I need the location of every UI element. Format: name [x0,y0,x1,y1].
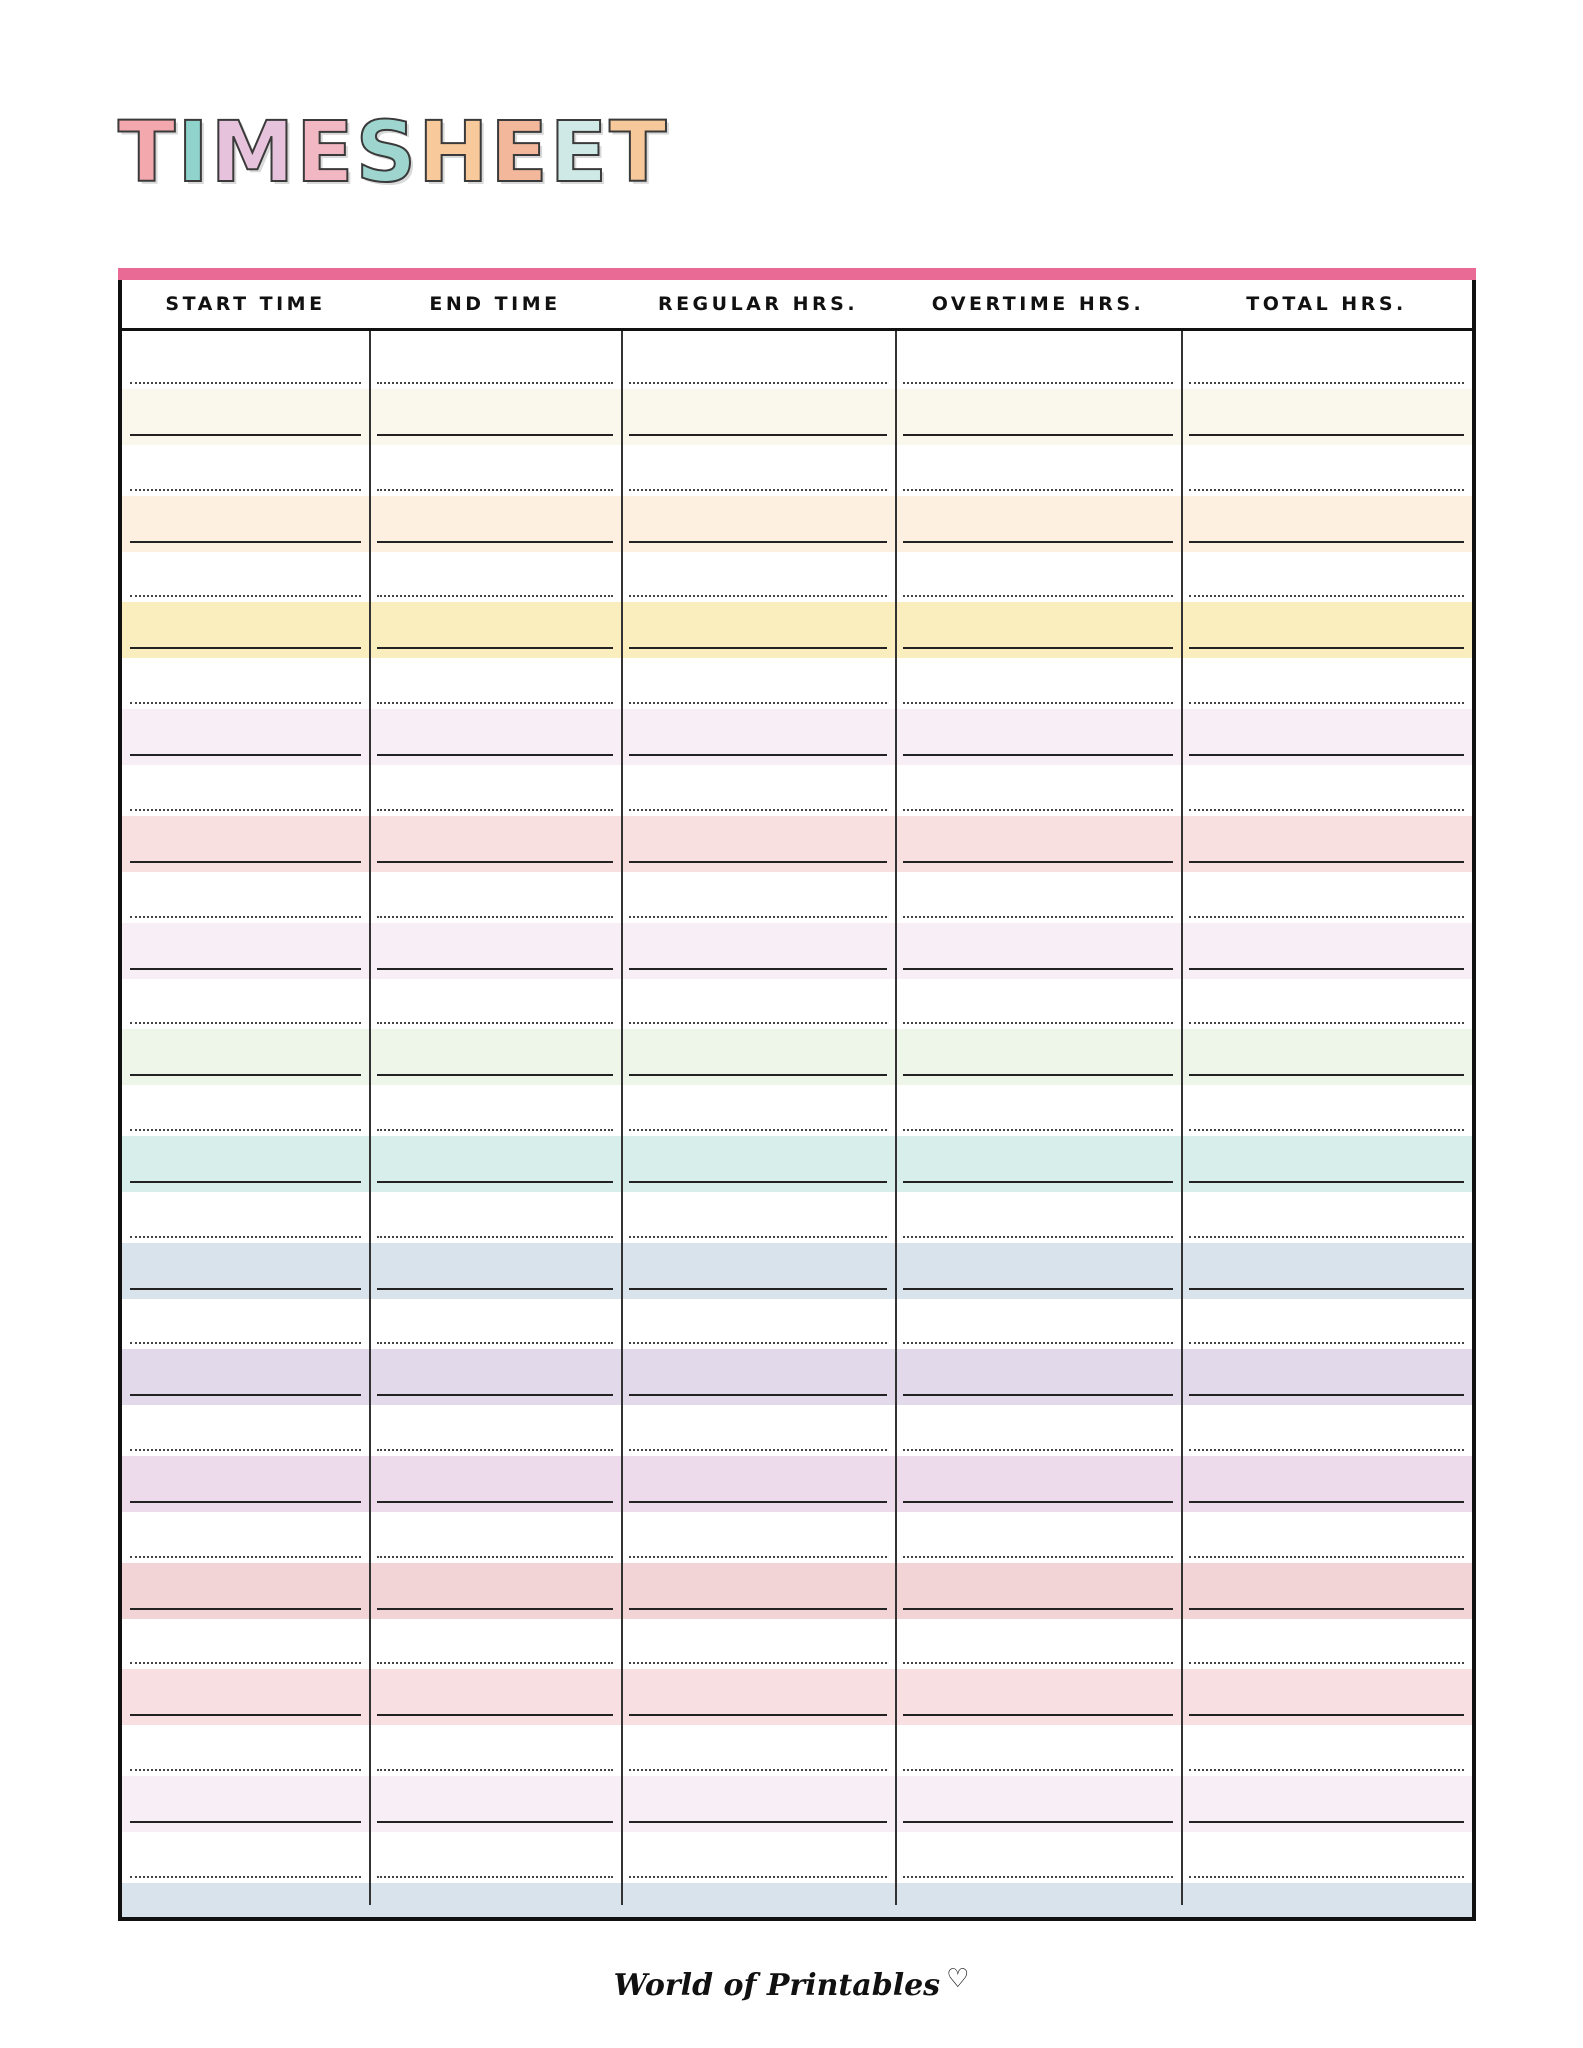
column-header-regular-hrs: REGULAR HRS. [657,293,859,315]
solid-entry-line[interactable] [377,861,613,863]
solid-entry-line[interactable] [903,754,1173,756]
dotted-entry-line[interactable] [130,1769,361,1771]
solid-entry-line[interactable] [130,1181,361,1183]
solid-entry-line[interactable] [903,1501,1173,1503]
dotted-entry-line[interactable] [903,916,1173,918]
dotted-entry-line[interactable] [903,1556,1173,1558]
solid-entry-line[interactable] [130,754,361,756]
dotted-entry-line[interactable] [377,1876,613,1878]
title-letter: E [296,103,356,201]
accent-bar [118,268,1476,280]
dotted-entry-line[interactable] [903,1129,1173,1131]
solid-entry-line[interactable] [377,1181,613,1183]
dotted-entry-line[interactable] [629,809,887,811]
dotted-entry-line[interactable] [130,595,361,597]
dotted-entry-line[interactable] [130,1342,361,1344]
dotted-entry-line[interactable] [130,489,361,491]
solid-entry-line[interactable] [130,861,361,863]
column-divider [1181,331,1183,1905]
solid-entry-line[interactable] [629,861,887,863]
solid-entry-line[interactable] [903,1821,1173,1823]
dotted-entry-line[interactable] [377,1129,613,1131]
solid-entry-line[interactable] [377,1821,613,1823]
dotted-entry-line[interactable] [629,1022,887,1024]
dotted-entry-line[interactable] [903,1236,1173,1238]
dotted-entry-line[interactable] [377,1236,613,1238]
row-band [122,1563,1472,1619]
dotted-entry-line[interactable] [377,1449,613,1451]
solid-entry-line[interactable] [903,1288,1173,1290]
column-divider [895,331,897,1905]
dotted-entry-line[interactable] [130,916,361,918]
dotted-entry-line[interactable] [1189,702,1464,704]
solid-entry-line[interactable] [629,1181,887,1183]
row-band [122,1136,1472,1192]
row-band [122,816,1472,872]
solid-entry-line[interactable] [1189,861,1464,863]
dotted-entry-line[interactable] [130,1236,361,1238]
solid-entry-line[interactable] [377,1608,613,1610]
solid-entry-line[interactable] [629,1074,887,1076]
solid-entry-line[interactable] [377,1288,613,1290]
dotted-entry-line[interactable] [1189,1769,1464,1771]
dotted-entry-line[interactable] [903,1769,1173,1771]
dotted-entry-line[interactable] [130,809,361,811]
column-divider [369,331,371,1905]
solid-entry-line[interactable] [1189,754,1464,756]
dotted-entry-line[interactable] [903,595,1173,597]
dotted-entry-line[interactable] [629,1556,887,1558]
solid-entry-line[interactable] [1189,1181,1464,1183]
dotted-entry-line[interactable] [1189,489,1464,491]
row-band [122,389,1472,445]
solid-entry-line[interactable] [377,754,613,756]
dotted-entry-line[interactable] [1189,1236,1464,1238]
solid-entry-line[interactable] [903,1608,1173,1610]
dotted-entry-line[interactable] [130,1449,361,1451]
solid-entry-line[interactable] [903,541,1173,543]
dotted-entry-line[interactable] [629,1876,887,1878]
row-band [122,1456,1472,1512]
solid-entry-line[interactable] [377,968,613,970]
solid-entry-line[interactable] [377,434,613,436]
solid-entry-line[interactable] [903,434,1173,436]
dotted-entry-line[interactable] [377,382,613,384]
dotted-entry-line[interactable] [903,809,1173,811]
row-band [122,602,1472,658]
solid-entry-line[interactable] [629,1288,887,1290]
dotted-entry-line[interactable] [130,1129,361,1131]
solid-entry-line[interactable] [903,1181,1173,1183]
solid-entry-line[interactable] [1189,1074,1464,1076]
title-letter: E [490,103,550,201]
dotted-entry-line[interactable] [377,1662,613,1664]
solid-entry-line[interactable] [130,647,361,649]
solid-entry-line[interactable] [629,434,887,436]
dotted-entry-line[interactable] [1189,1662,1464,1664]
solid-entry-line[interactable] [629,1501,887,1503]
heart-outline-icon: ♡ [946,1964,970,1994]
column-header-overtime-hrs: OVERTIME HRS. [931,293,1145,315]
solid-entry-line[interactable] [377,541,613,543]
dotted-entry-line[interactable] [377,1769,613,1771]
row-band [122,496,1472,552]
page-title [118,103,669,201]
dotted-entry-line[interactable] [1189,595,1464,597]
solid-entry-line[interactable] [1189,1288,1464,1290]
footer-brand [0,1964,1583,2003]
solid-entry-line[interactable] [629,541,887,543]
dotted-entry-line[interactable] [1189,809,1464,811]
timesheet-table [118,268,1476,1921]
solid-entry-line[interactable] [130,1821,361,1823]
dotted-entry-line[interactable] [130,1556,361,1558]
dotted-entry-line[interactable] [903,1342,1173,1344]
table-body [122,331,1472,1917]
dotted-entry-line[interactable] [1189,382,1464,384]
solid-entry-line[interactable] [903,1394,1173,1396]
solid-entry-line[interactable] [130,541,361,543]
row-band [122,709,1472,765]
footer-brand-text: World of Printables [613,1968,941,2003]
table-header [122,280,1472,331]
solid-entry-line[interactable] [1189,434,1464,436]
solid-entry-line[interactable] [1189,1394,1464,1396]
dotted-entry-line[interactable] [130,1022,361,1024]
title-letter: E [549,103,610,201]
dotted-entry-line[interactable] [903,702,1173,704]
solid-entry-line[interactable] [903,647,1173,649]
dotted-entry-line[interactable] [377,1022,613,1024]
solid-entry-line[interactable] [1189,968,1464,970]
column-header-start-time: START TIME [165,293,326,315]
solid-entry-line[interactable] [377,1714,613,1716]
solid-entry-line[interactable] [377,1394,613,1396]
solid-entry-line[interactable] [1189,1608,1464,1610]
solid-entry-line[interactable] [130,434,361,436]
solid-entry-line[interactable] [1189,1501,1464,1503]
solid-entry-line[interactable] [629,1821,887,1823]
dotted-entry-line[interactable] [130,702,361,704]
dotted-entry-line[interactable] [903,382,1173,384]
dotted-entry-line[interactable] [377,1556,613,1558]
dotted-entry-line[interactable] [377,809,613,811]
dotted-entry-line[interactable] [629,916,887,918]
solid-entry-line[interactable] [130,1714,361,1716]
dotted-entry-line[interactable] [377,489,613,491]
dotted-entry-line[interactable] [377,916,613,918]
dotted-entry-line[interactable] [903,1449,1173,1451]
solid-entry-line[interactable] [903,861,1173,863]
dotted-entry-line[interactable] [1189,1876,1464,1878]
dotted-entry-line[interactable] [629,489,887,491]
dotted-entry-line[interactable] [629,1342,887,1344]
dotted-entry-line[interactable] [130,382,361,384]
solid-entry-line[interactable] [1189,1714,1464,1716]
dotted-entry-line[interactable] [629,382,887,384]
dotted-entry-line[interactable] [1189,916,1464,918]
solid-entry-line[interactable] [130,968,361,970]
column-header-total-hrs: TOTAL HRS. [1246,293,1407,315]
dotted-entry-line[interactable] [130,1662,361,1664]
table-frame [118,280,1476,1921]
solid-entry-line[interactable] [1189,1821,1464,1823]
solid-entry-line[interactable] [130,1608,361,1610]
column-header-end-time: END TIME [429,293,561,315]
solid-entry-line[interactable] [1189,541,1464,543]
row-band [122,1029,1472,1085]
title-letter: S [355,103,419,201]
solid-entry-line[interactable] [629,754,887,756]
column-divider [621,331,623,1905]
dotted-entry-line[interactable] [1189,1022,1464,1024]
row-band [122,1883,1472,1917]
solid-entry-line[interactable] [903,1714,1173,1716]
dotted-entry-line[interactable] [629,1129,887,1131]
title-letter: M [210,103,297,201]
solid-entry-line[interactable] [629,1394,887,1396]
solid-entry-line[interactable] [377,647,613,649]
solid-entry-line[interactable] [377,1501,613,1503]
solid-entry-line[interactable] [130,1394,361,1396]
solid-entry-line[interactable] [903,968,1173,970]
dotted-entry-line[interactable] [130,1876,361,1878]
row-band [122,1669,1472,1725]
dotted-entry-line[interactable] [1189,1342,1464,1344]
dotted-entry-line[interactable] [377,1342,613,1344]
title-letter: I [177,103,211,201]
solid-entry-line[interactable] [629,1608,887,1610]
dotted-entry-line[interactable] [903,1022,1173,1024]
dotted-entry-line[interactable] [629,595,887,597]
solid-entry-line[interactable] [130,1074,361,1076]
dotted-entry-line[interactable] [903,1876,1173,1878]
dotted-entry-line[interactable] [629,1236,887,1238]
solid-entry-line[interactable] [130,1501,361,1503]
solid-entry-line[interactable] [629,968,887,970]
solid-entry-line[interactable] [1189,647,1464,649]
solid-entry-line[interactable] [130,1288,361,1290]
row-band [122,1349,1472,1405]
solid-entry-line[interactable] [903,1074,1173,1076]
dotted-entry-line[interactable] [629,1449,887,1451]
solid-entry-line[interactable] [377,1074,613,1076]
dotted-entry-line[interactable] [629,702,887,704]
title-letter: T [609,103,669,201]
dotted-entry-line[interactable] [629,1769,887,1771]
row-band [122,1776,1472,1832]
dotted-entry-line[interactable] [629,1662,887,1664]
dotted-entry-line[interactable] [377,702,613,704]
dotted-entry-line[interactable] [903,489,1173,491]
row-band [122,923,1472,979]
title-letter: T [118,103,178,201]
row-band [122,1243,1472,1299]
title-letter: H [418,103,491,201]
solid-entry-line[interactable] [629,647,887,649]
dotted-entry-line[interactable] [1189,1449,1464,1451]
dotted-entry-line[interactable] [1189,1556,1464,1558]
dotted-entry-line[interactable] [1189,1129,1464,1131]
solid-entry-line[interactable] [629,1714,887,1716]
dotted-entry-line[interactable] [377,595,613,597]
dotted-entry-line[interactable] [903,1662,1173,1664]
